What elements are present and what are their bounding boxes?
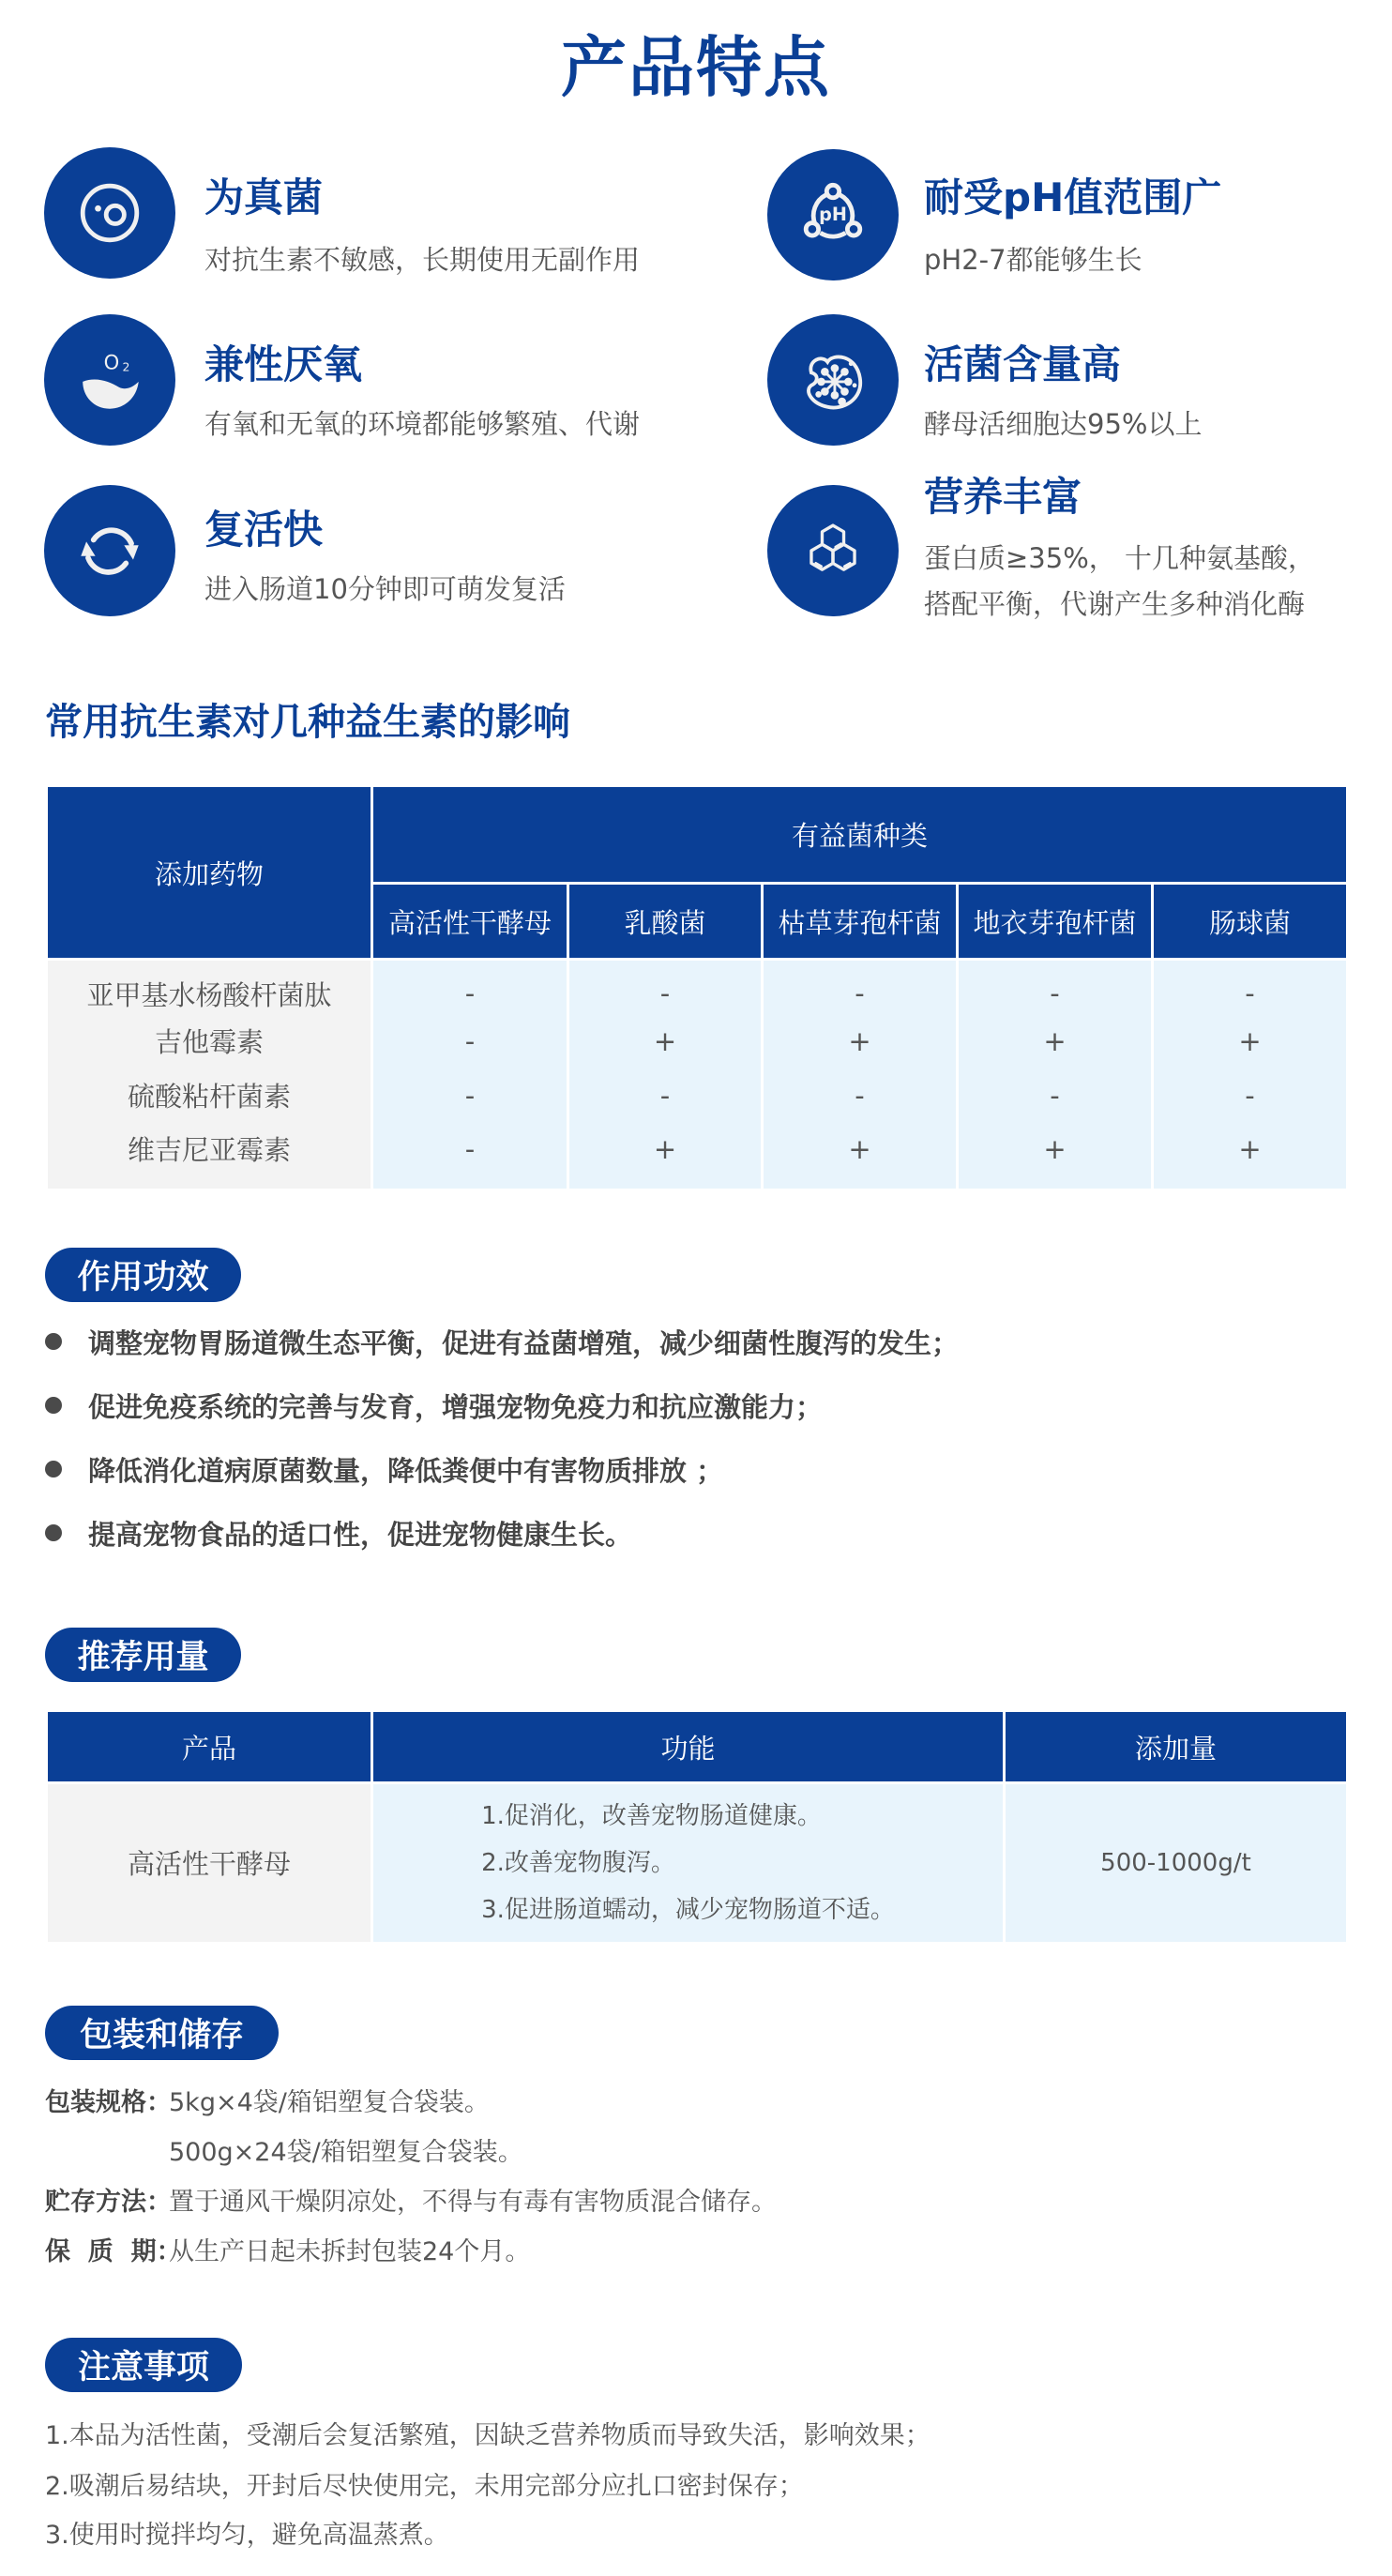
svg-text:pH: pH [819,203,847,225]
function-line: 2.改善宠物腹泻。 [481,1848,675,1877]
antibiotic-table [45,784,1349,1189]
effect-cell: + [763,1014,958,1068]
effect-cell: + [1153,1123,1348,1189]
table-row [47,1783,1348,1942]
feature-desc: pH2-7都能够生长 [924,244,1142,276]
effect-cell: - [372,1014,568,1068]
fungus-cell-icon [44,147,175,279]
effect-cell: - [372,960,568,1014]
column-header: 添加量 [1005,1711,1348,1783]
packaging-value: 置于通风干燥阴凉处，不得与有毒有害物质混合储存。 [169,2188,777,2217]
section-label-notes: 注意事项 [45,2338,242,2392]
table-row [47,960,1348,1014]
list-item: 提高宠物食品的适口性，促进宠物健康生长。 [45,1514,959,1552]
list-item: 降低消化道病原菌数量，降低粪便中有害物质排放 ； [45,1450,959,1488]
effect-cell: - [763,960,958,1014]
section-label-effects: 作用功效 [45,1248,241,1302]
bullet-icon [45,1461,62,1477]
feature-desc: 有氧和无氧的环境都能够繁殖、代谢 [204,408,641,440]
bullet-icon [45,1397,62,1414]
packaging-list [45,2084,777,2271]
list-item: 调整宠物胃肠道微生态平衡，促进有益菌增殖，减少细菌性腹泻的发生； [45,1323,959,1360]
effect-cell: + [568,1014,763,1068]
effects-list [45,1323,959,1552]
feature-title: 兼性厌氧 [204,341,363,387]
oxygen-water-icon [44,314,175,446]
packaging-row [45,2134,777,2172]
feature-desc: 对抗生素不敏感，长期使用无副作用 [204,244,641,276]
effect-cell: + [958,1123,1153,1189]
packaging-value: 5kg×4袋/箱铝塑复合袋装。 [169,2088,490,2117]
function-line: 3.促进肠道蠕动，减少宠物肠道不适。 [481,1895,895,1924]
section-label-packaging: 包装和储存 [45,2006,279,2060]
column-header: 肠球菌 [1153,884,1348,960]
effect-cell: - [1153,1068,1348,1123]
effect-cell: - [958,960,1153,1014]
feature-title: 为真菌 [204,174,324,220]
effect-cell: + [568,1123,763,1189]
feature-title: 活菌含量高 [924,341,1122,387]
drug-name: 硫酸粘杆菌素 [47,1068,372,1123]
notes-list [45,2417,931,2554]
effect-cell: - [568,960,763,1014]
packaging-row [45,2234,777,2271]
note-item: 3.使用时搅拌均匀，避免高温蒸煮。 [45,2521,449,2550]
effect-cell: - [1153,960,1348,1014]
feature-desc: 酵母活细胞达95%以上 [924,408,1203,440]
column-header: 乳酸菌 [568,884,763,960]
effect-cell: - [372,1068,568,1123]
effect-cell: - [763,1068,958,1123]
effect-cell: + [958,1014,1153,1068]
feature-title: 复活快 [204,507,324,553]
table-row [47,1123,1348,1189]
column-header: 高活性干酵母 [372,884,568,960]
column-header: 产品 [47,1711,372,1783]
bullet-icon [45,1333,62,1350]
live-cell-icon [767,314,899,446]
note-item: 1.本品为活性菌，受潮后会复活繁殖，因缺乏营养物质而导致失活，影响效果； [45,2421,931,2450]
note-item: 2.吸潮后易结块，开封后尽快使用完，未用完部分应扎口密封保存； [45,2472,804,2501]
function-line: 1.促消化，改善宠物肠道健康。 [481,1801,822,1830]
product-name: 高活性干酵母 [47,1783,372,1942]
column-header: 枯草芽孢杆菌 [763,884,958,960]
packaging-row [45,2184,777,2221]
effect-cell: - [568,1068,763,1123]
feature-title: 耐受pH值范围广 [924,174,1222,220]
effect-cell: - [958,1068,1153,1123]
feature-title: 营养丰富 [924,474,1082,520]
table-row [47,1014,1348,1068]
svg-text:O: O [103,350,120,374]
dosage-table [45,1709,1349,1942]
packaging-row [45,2084,777,2122]
bullet-icon [45,1524,62,1541]
header-drug: 添加药物 [47,786,372,960]
column-header: 地衣芽孢杆菌 [958,884,1153,960]
packaging-key [45,2134,169,2172]
drug-name: 吉他霉素 [47,1014,372,1068]
packaging-key: 贮存方法： [45,2188,172,2217]
hexagon-molecule-icon [767,485,899,616]
svg-text:2: 2 [122,359,130,374]
packaging-value: 从生产日起未拆封包装24个月。 [169,2237,531,2266]
column-header: 功能 [372,1711,1005,1783]
effect-cell: - [372,1123,568,1189]
list-item: 促进免疫系统的完善与发育，增强宠物免疫力和抗应激能力； [45,1386,959,1424]
feature-desc: 进入肠道10分钟即可萌发复活 [204,573,566,605]
packaging-value: 500g×24袋/箱铝塑复合袋装。 [169,2138,523,2167]
feature-desc: 搭配平衡，代谢产生多种消化酶 [924,588,1306,620]
function-cell [372,1783,1005,1942]
section-label-dosage: 推荐用量 [45,1628,241,1682]
drug-name: 亚甲基水杨酸杆菌肽 [47,960,372,1014]
packaging-key: 包装规格： [45,2088,172,2117]
effect-cell: + [1153,1014,1348,1068]
antibiotic-table-title: 常用抗生素对几种益生素的影响 [45,701,570,744]
ph-molecule-icon [767,149,899,280]
packaging-key: 保 质 期： [45,2237,182,2266]
feature-desc: 蛋白质≥35%， 十几种氨基酸， [924,542,1315,574]
refresh-cycle-icon [44,485,175,616]
drug-name: 维吉尼亚霉素 [47,1123,372,1189]
header-group: 有益菌种类 [372,786,1348,884]
effect-cell: + [763,1123,958,1189]
amount-cell: 500-1000g/t [1005,1783,1348,1942]
table-row [47,1068,1348,1123]
page-title: 产品特点 [561,29,831,106]
